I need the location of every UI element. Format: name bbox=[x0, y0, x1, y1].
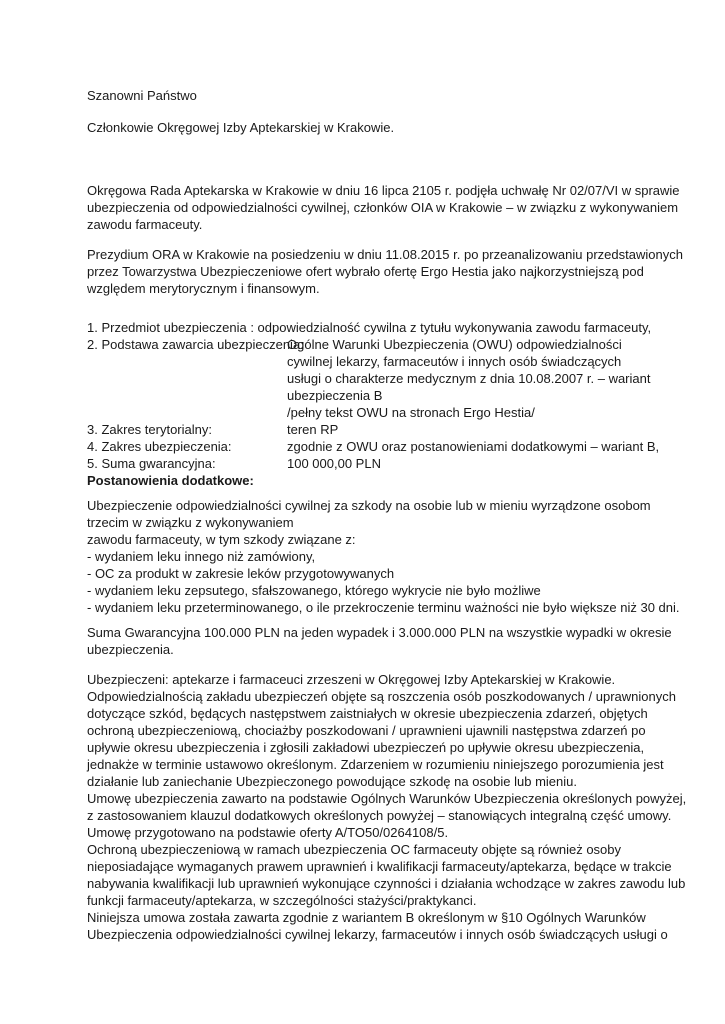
text-line: nabywania kwalifikacji lub uprawnień wykonujące czynności i działania wchodzące w zakres zawodu lub bbox=[87, 876, 686, 891]
text-line: - OC za produkt w zakresie leków przygotowywanych bbox=[87, 566, 395, 581]
text-line: trzecim w związku z wykonywaniem bbox=[87, 515, 294, 530]
text-line: nieposiadające wymaganych prawem uprawnień i kwalifikacji farmaceuty/aptekarza, będące w trakcie bbox=[87, 859, 672, 874]
text-line: Umowę przygotowano na podstawie oferty A/TO50/0264108/5. bbox=[87, 825, 449, 840]
text-line: Ubezpieczenie odpowiedzialności cywilnej za szkody na osobie lub w mieniu wyrządzone osobom bbox=[87, 498, 651, 513]
text-line: - wydaniem leku innego niż zamówiony, bbox=[87, 549, 316, 564]
text-line: Umowę ubezpieczenia zawarto na podstawie Ogólnych Warunków Ubezpieczenia określonych powyżej, bbox=[87, 791, 687, 806]
paragraph-guarantee-sum bbox=[87, 624, 672, 658]
text-line: zawodu farmaceuty, w tym szkody związane z: bbox=[87, 532, 356, 547]
text-line: Odpowiedzialnością zakładu ubezpieczeń objęte są roszczenia osób poszkodowanych / uprawnionych bbox=[87, 689, 676, 704]
text-line: Niniejsza umowa została zawarta zgodnie z wariantem B określonym w §10 Ogólnych Warunków bbox=[87, 910, 646, 925]
text-line: ubezpieczenia od odpowiedzialności cywilnej, członków OIA w Krakowie – w związku z wykonywaniem bbox=[87, 200, 679, 215]
paragraph-resolution bbox=[87, 182, 680, 233]
text-line: względem merytorycznym i finansowym. bbox=[87, 281, 320, 296]
text-line: ubezpieczenia. bbox=[87, 642, 174, 657]
text-line: dotyczące szkód, będących następstwem zaistniałych w okresie ubezpieczenia zdarzeń, objętych bbox=[87, 706, 648, 721]
text-line: usługi o charakterze medycznym z dnia 10.08.2007 r. – wariant bbox=[287, 371, 651, 386]
text-line: jednakże w terminie ustawowo określonym. Zdarzeniem w rozumieniu niniejszego porozumienia jest bbox=[87, 757, 664, 772]
text-line: /pełny tekst OWU na stronach Ergo Hestia/ bbox=[287, 405, 535, 420]
text-line: przez Towarzystwa Ubezpieczeniowe ofert wybrało ofertę Ergo Hestia jako najkorzystniejszą pod bbox=[87, 264, 644, 279]
text-line: Ubezpieczenia odpowiedzialności cywilnej lekarzy, farmaceutów i innych osób świadczących usługi o bbox=[87, 927, 668, 942]
paragraph-presidium bbox=[87, 246, 683, 297]
text-line: Ubezpieczeni: aptekarze i farmaceuci zrzeszeni w Okręgowej Izby Aptekarskiej w Krakowie. bbox=[87, 672, 616, 687]
text-line: działanie lub zaniechanie Ubezpieczonego powodujące szkodę na osobie lub mieniu. bbox=[87, 774, 578, 789]
text-line: upływie okresu ubezpieczenia i zgłosili zakładowi ubezpieczeń po upływie okresu ubezpieczenia, bbox=[87, 740, 645, 755]
text-line: ubezpieczenia B bbox=[287, 388, 383, 403]
text-line: Suma Gwarancyjna 100.000 PLN na jeden wypadek i 3.000.000 PLN na wszystkie wypadki w okresie bbox=[87, 625, 672, 640]
basis-details bbox=[287, 336, 650, 421]
text-line: z zastosowaniem klauzul dodatkowych określonych powyżej – stanowiących integralną część umowy. bbox=[87, 808, 672, 823]
text-line: - wydaniem leku zepsutego, sfałszowanego, którego wykrycie nie było możliwe bbox=[87, 583, 541, 598]
text-line: Ochroną ubezpieczeniową w ramach ubezpieczenia OC farmaceuty objęte są również osoby bbox=[87, 842, 622, 857]
text-line: - wydaniem leku przeterminowanego, o ile przekroczenie terminu ważności nie było większe niż 30 dni. bbox=[87, 600, 680, 615]
paragraph-coverage bbox=[87, 497, 680, 616]
text-line: Prezydium ORA w Krakowie na posiedzeniu w dniu 11.08.2015 r. po przeanalizowaniu przedstawionych bbox=[87, 247, 683, 262]
text-line: zawodu farmaceuty. bbox=[87, 217, 203, 232]
text-line: ochroną ubezpieczeniową, chociażby poszkodowani / uprawnieni ujawnili następstwa zdarzeń po bbox=[87, 723, 646, 738]
document-page: Szanowni Państwo Członkowie Okręgowej Izby Aptekarskiej w Krakowie. Okręgowa Rada Aptekarska w Krakowie w dniu 16 lipca 2105 r. podjęła uchwałę Nr 02/07/VI w sprawie ubezpieczenia od odpowiedzialności cywilnej, członków OIA w Krakowie – w związku z wykonywaniem zawodu farmaceuty. Prezydium ORA w Krakowie na posiedzeniu w dniu 11.08.2015 r. po przeanalizowaniu przedstawionych przez Towarzystwa Ubezpieczeniowe ofert wybrało ofertę Ergo Hestia jako najkorzystniejszą pod względem merytorycznym i finansowym. 1. Przedmiot ubezpieczenia : odpowiedzialność cywilna z tytułu wykonywania zawodu farmaceuty, 2. Podstawa zawarcia ubezpieczenia: Ogólne Warunki Ubezpieczenia (OWU) odpowiedzialności cywilnej lekarzy, farmaceutów i innych osób świadczących usługi o charakterze medycznym z dnia 10.08.2007 r. – wariant ubezpieczenia B /pełny tekst OWU na stronach Ergo Hestia/ 3. Zakres terytorialny: teren RP 4. Zakres ubezpieczenia: zgodnie z OWU oraz postanowieniami dodatkowymi – wariant B, 5. Suma gwarancyjna: 100 000,00 PLN Postanowienia dodatkowe: Ubezpieczenie odpowiedzialności cywilnej za szkody na osobie lub w mieniu wyrządzone osobom trzecim w związku z wykonywaniem zawodu farmaceuty, w tym szkody związane z: - wydaniem leku innego niż zamówiony, - OC za produkt w zakresie leków przygotowywanych - wydaniem leku zepsutego, sfałszowanego, którego wykrycie nie było możliwe - wydaniem leku przeterminowanego, o ile przekroczenie terminu ważności nie było większe niż 30 dni. Suma Gwarancyjna 100.000 PLN na jeden wypadek i 3.000.000 PLN na wszystkie wypadki w okresie ubezpieczenia. Ubezpieczeni: aptekarze i farmaceuci zrzeszeni w Okręgowej Izby Aptekarskiej w Krakowie. Odpowiedzialnością zakładu ubezpieczeń objęte są roszczenia osób poszkodowanych / uprawnionych dotyczące szkód, będących następstwem zaistniałych w okresie ubezpieczenia zdarzeń, objętych ochroną ubezpieczeniową, chociażby poszkodowani / uprawnieni ujawnili następstwa zdarzeń po upływie okresu ubezpieczenia i zgłosili zakładowi ubezpieczeń po upływie okresu ubezpieczenia, jednakże w terminie ustawowo określonym. Zdarzeniem w rozumieniu niniejszego porozumienia jest działanie lub zaniechanie Ubezpieczonego powodujące szkodę na osobie lub mieniu. Umowę ubezpieczenia zawarto na podstawie Ogólnych Warunków Ubezpieczenia określonych powyżej, z zastosowaniem klauzul dodatkowych określonych powyżej – stanowiących integralną część umowy. Umowę przygotowano na podstawie oferty A/TO50/0264108/5. Ochroną ubezpieczeniową w ramach ubezpieczenia OC farmaceuty objęte są również osoby nieposiadające wymaganych prawem uprawnień i kwalifikacji farmaceuty/aptekarza, będące w trakcie nabywania kwalifikacji lub uprawnień wykonujące czynności i działania wchodzące w zakres zawodu lub funkcji farmaceuty/aptekarza, w szczególności stażyści/praktykanci. Niniejsza umowa została zawarta zgodnie z wariantem B określonym w §10 Ogólnych Warunków Ubezpieczenia odpowiedzialności cywilnej lekarzy, farmaceutów i innych osób świadczących usługi o bbox=[87, 88, 687, 942]
paragraph-insured bbox=[87, 671, 687, 943]
greeting: Szanowni Państwo bbox=[87, 88, 197, 103]
text-line: cywilnej lekarzy, farmaceutów i innych osób świadczących bbox=[287, 354, 622, 369]
text-line: Ogólne Warunki Ubezpieczenia (OWU) odpowiedzialności bbox=[287, 337, 622, 352]
text-line: Okręgowa Rada Aptekarska w Krakowie w dniu 16 lipca 2105 r. podjęła uchwałę Nr 02/07/VI w sprawie bbox=[87, 183, 680, 198]
text-line: funkcji farmaceuty/aptekarza, w szczególności stażyści/praktykanci. bbox=[87, 893, 477, 908]
addressee: Członkowie Okręgowej Izby Aptekarskiej w Krakowie. bbox=[87, 120, 395, 135]
